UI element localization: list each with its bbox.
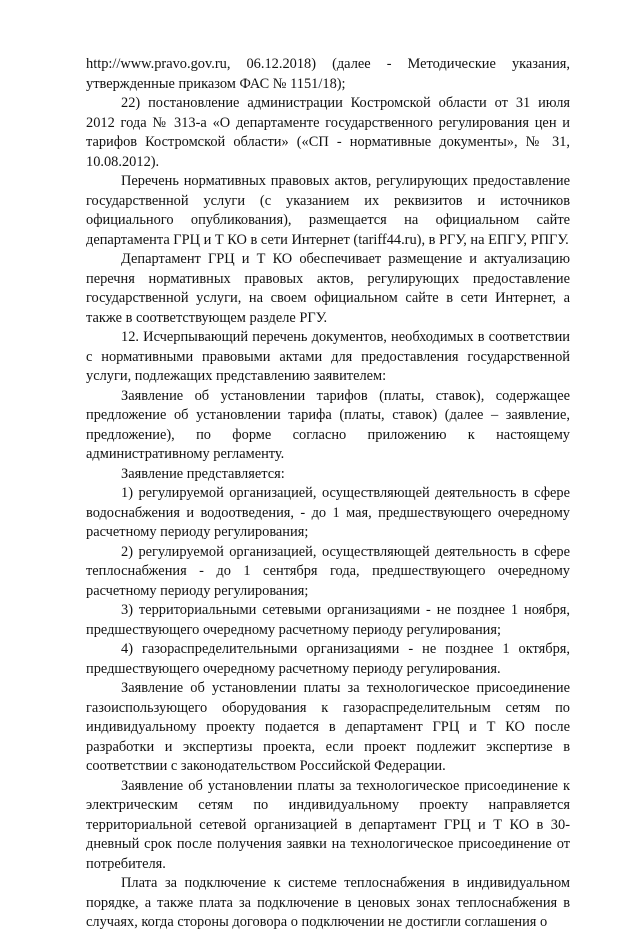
- paragraph-heat-connection-fee: Плата за подключение к системе теплоснабжения в индивидуальном порядке, а также плата за подключение в ценовых зонах теплоснабжения в случаях, когда стороны договора о подключении не достигли соглашения о: [86, 875, 570, 930]
- list-item-gas-distribution: 4) газораспределительными организациями - не позднее 1 октября, предшествующего очередному расчетному периоду регулирования.: [86, 641, 570, 677]
- paragraph-legal-acts-list: Перечень нормативных правовых актов, регулирующих предоставление государственной услуги (с указанием их реквизитов и источников официального опубликования), размещается на официальном сайте департамента ГРЦ и Т КО в сети Интернет (tariff44.ru), в РГУ, на ЕПГУ, РПГУ.: [86, 173, 570, 248]
- paragraph-item-22-resolution: 22) постановление администрации Костромской области от 31 июля 2012 года № 313-а «О департаменте государственного регулирования цен и тарифов Костромской области» («СП - нормативные документы», № 31, 10.08.2012).: [86, 95, 570, 170]
- paragraph-tariff-application: Заявление об установлении тарифов (платы, ставок), содержащее предложение об установлении тарифа (платы, ставок) (далее – заявление, предложение), по форме согласно приложению к настоящему административному регламенту.: [86, 387, 570, 462]
- paragraph-gas-connection-fee: Заявление об установлении платы за технологическое присоединение газоиспользующего оборудования к газораспределительным сетям по индивидуальному проекту подается в департамент ГРЦ и Т КО после разработки и экспертизы проекта, если проект подлежит экспертизе в соответствии с законодательством Российской Федерации.: [86, 680, 570, 774]
- paragraph-item-12-documents: 12. Исчерпывающий перечень документов, необходимых в соответствии с нормативными правовыми актами для предоставления государственной услуги, подлежащих представлению заявителем:: [86, 329, 570, 384]
- list-item-water-supply: 1) регулируемой организацией, осуществляющей деятельность в сфере водоснабжения и водоотведения, - до 1 мая, предшествующего очередному расчетному периоду регулирования;: [86, 485, 570, 540]
- paragraph-methodical-guidelines-ref: http://www.pravo.gov.ru, 06.12.2018) (далее - Методические указания, утвержденные приказом ФАС № 1151/18);: [86, 56, 570, 92]
- list-item-grid-organizations: 3) территориальными сетевыми организациями - не позднее 1 ноября, предшествующего очередному расчетному периоду регулирования;: [86, 602, 570, 638]
- paragraph-electric-connection-fee: Заявление об установлении платы за технологическое присоединение к электрическим сетям по индивидуальному проекту направляется территориальной сетевой организацией в департамент ГРЦ и Т КО в 30-дневный срок после получения заявки на технологическое присоединение от потребителя.: [86, 777, 570, 872]
- document-body: [86, 55, 570, 933]
- paragraph-application-submitted: Заявление представляется:: [121, 465, 285, 482]
- list-item-heat-supply: 2) регулируемой организацией, осуществляющей деятельность в сфере теплоснабжения - до 1 сентября года, предшествующего очередному расчетному периоду регулирования;: [86, 543, 570, 599]
- paragraph-department-updates: Департамент ГРЦ и Т КО обеспечивает размещение и актуализацию перечня нормативных правовых актов, регулирующих предоставление государственной услуги, на своем официальном сайте в сети Интернет, а также в соответствующем разделе РГУ.: [86, 251, 570, 326]
